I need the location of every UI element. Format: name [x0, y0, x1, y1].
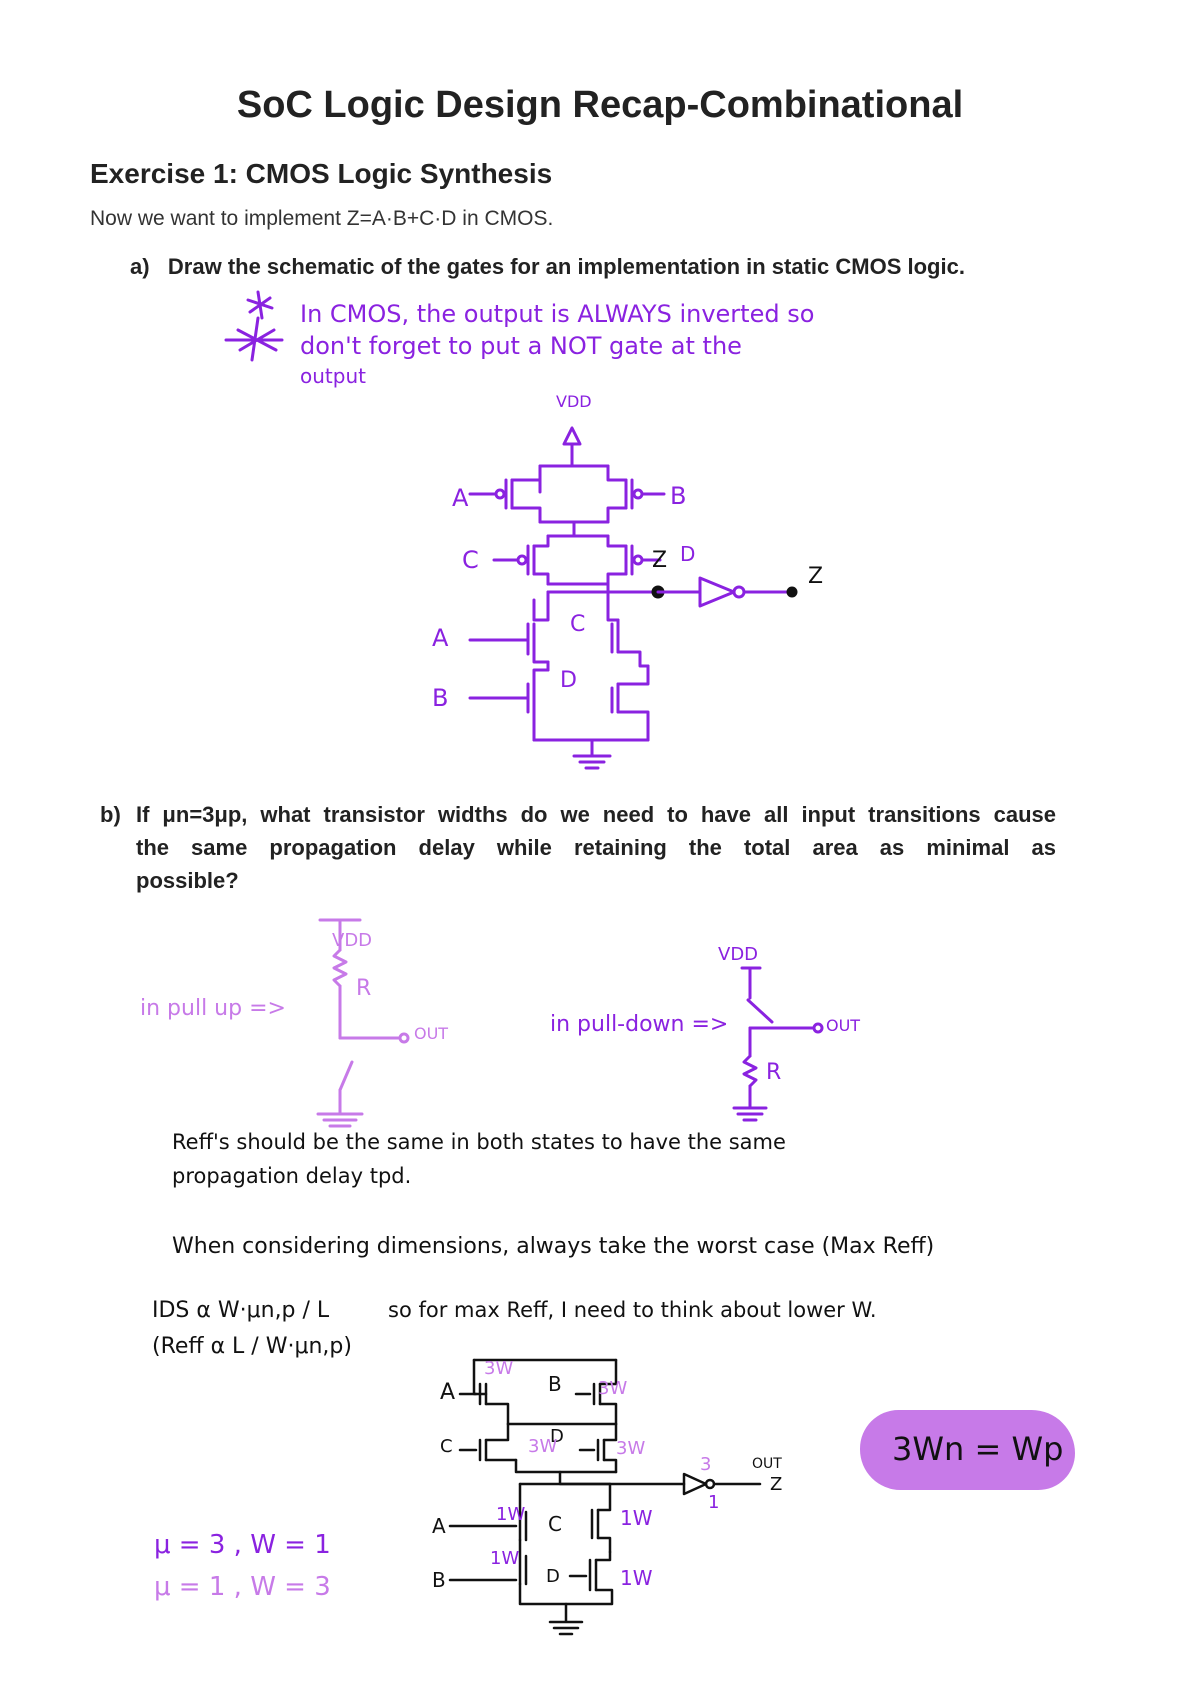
width-label-nmos-c: 1W — [620, 1506, 653, 1530]
input-d-label-b: D — [550, 1426, 564, 1447]
input-a-label-b: A — [440, 1380, 456, 1405]
width-label-pmos-c: 3W — [528, 1436, 558, 1457]
question-b-line-1: If μn=3μp, what transistor widths do we need to have all input transitions cause — [136, 802, 1056, 827]
question-a-text: Draw the schematic of the gates for an implementation in static CMOS logic. — [167, 254, 965, 279]
width-label-pmos-b: 3W — [598, 1378, 628, 1399]
question-b-line-2: the same propagation delay while retaining the total area as minimal as — [136, 835, 1056, 860]
input-b-label-b: B — [548, 1372, 562, 1396]
vdd-label-pull-up: VDD — [332, 930, 373, 951]
output-z-label-a: Z — [808, 564, 824, 589]
reff-note-line-1: Reff's should be the same in both states to have the same — [172, 1130, 786, 1154]
exercise-heading: Exercise 1: CMOS Logic Synthesis — [90, 158, 553, 189]
out-label-pull-up: OUT — [414, 1024, 449, 1043]
question-b-label: b) — [100, 802, 121, 827]
input-d-label-a: D — [680, 542, 696, 566]
input-c-label-b-pd: C — [548, 1512, 562, 1536]
note-a-line-1: In CMOS, the output is ALWAYS inverted so — [300, 300, 815, 328]
input-a-label-a: A — [452, 484, 469, 512]
reff-proportionality: (Reff α L / W·μn,p) — [152, 1334, 352, 1359]
width-label-nmos-b: 1W — [490, 1548, 520, 1569]
question-b-line-3: possible? — [136, 868, 239, 893]
note-a-line-3: output — [300, 364, 366, 388]
exercise-intro: Now we want to implement Z=A·B+C·D in CMOS. — [90, 207, 554, 230]
question-a-label: a) — [130, 254, 150, 279]
max-reff-note: so for max Reff, I need to think about lower W. — [388, 1298, 877, 1322]
input-d-label-pd: D — [560, 668, 577, 693]
ids-proportionality: IDS α W·μn,p / L — [152, 1298, 330, 1323]
mu-3-note: μ = 3 , W = 1 — [154, 1530, 331, 1560]
out-label-pull-down: OUT — [826, 1016, 861, 1035]
vdd-label-a: VDD — [556, 392, 592, 411]
width-label-pmos-d: 3W — [616, 1438, 646, 1459]
input-b-label-b-pd: B — [432, 1568, 446, 1592]
result-equation: 3Wn = Wp — [892, 1430, 1064, 1468]
pull-up-label: in pull up => — [140, 996, 286, 1021]
inverter-pmos-width: 3 — [700, 1454, 712, 1475]
input-a-label-b-pd: A — [432, 1514, 446, 1538]
note-a-line-2: don't forget to put a NOT gate at the — [300, 332, 742, 360]
output-z-label-b: Z — [770, 1474, 783, 1495]
out-label-b: OUT — [752, 1456, 782, 1472]
worst-case-note: When considering dimensions, always take the worst case (Max Reff) — [172, 1234, 935, 1259]
r-label-pull-down: R — [766, 1060, 782, 1085]
input-c-label-a: C — [462, 546, 479, 574]
input-a-label-pd: A — [432, 624, 449, 652]
input-b-label-a: B — [670, 482, 687, 510]
r-label-pull-up: R — [356, 976, 372, 1001]
node-z-label: Z — [652, 548, 668, 573]
width-label-nmos-d: 1W — [620, 1566, 653, 1590]
input-d-label-b-pd: D — [546, 1566, 560, 1587]
page-title: SoC Logic Design Recap-Combinational — [236, 84, 964, 126]
input-c-label-pd: C — [570, 612, 586, 637]
input-b-label-pd: B — [432, 684, 449, 712]
inverter-nmos-width: 1 — [708, 1492, 720, 1513]
reff-note-line-2: propagation delay tpd. — [172, 1164, 412, 1188]
vdd-label-pull-down: VDD — [718, 944, 759, 965]
width-label-pmos-a: 3W — [484, 1358, 514, 1379]
mu-1-note: μ = 1 , W = 3 — [154, 1572, 331, 1602]
input-c-label-b: C — [440, 1436, 453, 1457]
pull-down-label: in pull-down => — [550, 1012, 729, 1037]
width-label-nmos-a: 1W — [496, 1504, 526, 1525]
